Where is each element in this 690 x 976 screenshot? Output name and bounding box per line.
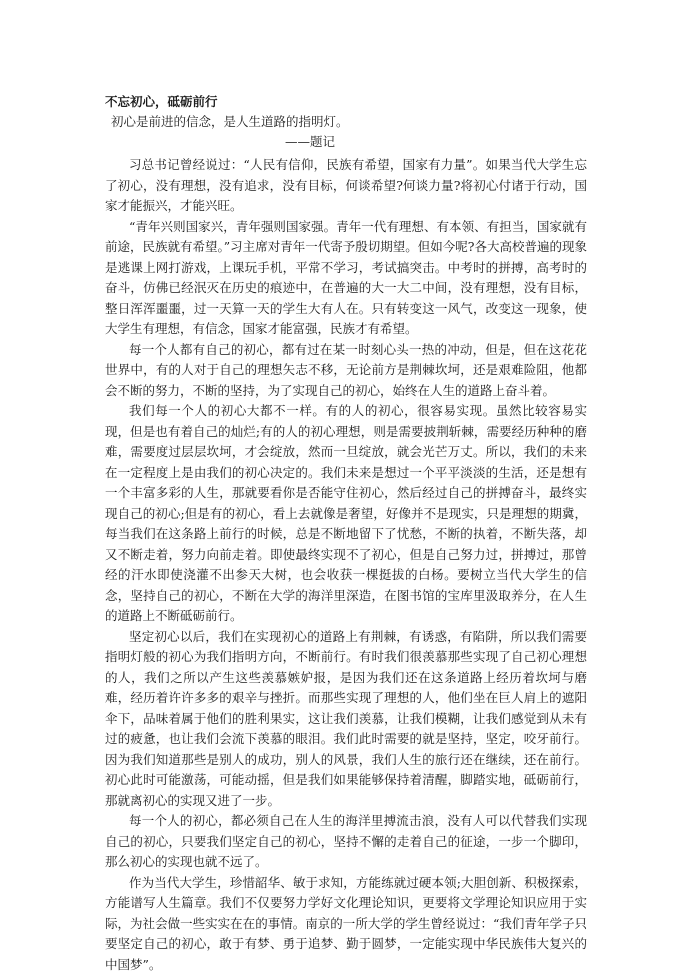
paragraph-7: 作为当代大学生，珍惜韶华、敏于求知，方能练就过硬本领;大胆创新、积极探索，方能谱写人生篇章。我们不仅要努力学好文化理论知识，更要将文学理论知识应用于实际，为社会做一些实实在在的事情。南京的一所大学的学生曾经说过：“我们青年学子只要坚定自己的初心，敢于有梦、勇于追梦、勤于圆梦，一定能实现中华民族伟大复兴的中国梦”。	[105, 874, 587, 972]
paragraph-1: 习总书记曾经说过：“人民有信仰，民族有希望，国家有力量”。如果当代大学生忘了初心，没有理想，没有追求，没有目标，何谈希望?何谈力量?将初心付诸于行动，国家才能振兴，才能兴旺。	[105, 157, 587, 213]
document-page	[105, 92, 587, 975]
epigraph-signature: ——题记	[285, 134, 336, 149]
paragraph-2: “青年兴则国家兴，青年强则国家强。青年一代有理想、有本领、有担当，国家就有前途，民族就有希望。”习主席对青年一代寄予殷切期望。但如今呢?各大高校普遍的现象是逃课上网打游戏，上课玩手机，平常不学习，考试搞突击。中考时的拼搏，高考时的奋斗，仿佛已经泯灭在历史的痕迹中，在普遍的大一大二中间，没有理想，没有目标，整日浑浑噩噩，过一天算一天的学生大有人在。只有转变这一风气，改变这一现象，使大学生有理想，有信念，国家才能富强，民族才有希望。	[105, 218, 587, 336]
article-title: 不忘初心，砥砺前行	[105, 94, 218, 109]
paragraph-5: 坚定初心以后，我们在实现初心的道路上有荆棘，有诱惑，有陷阱，所以我们需要指明灯般的初心为我们指明方向，不断前行。有时我们很羡慕那些实现了自己初心理想的人，我们之所以产生这些羡慕嫉妒报，是因为我们还在这条道路上经历着坎坷与磨难，经历着许许多多的艰辛与挫折。而那些实现了理想的人，他们坐在巨人肩上的遮阳伞下，品味着属于他们的胜利果实，这让我们羡慕，让我们模糊，让我们感觉到从未有过的疲惫，也让我们会流下羡慕的眼泪。我们此时需要的就是坚持，坚定，咬牙前行。因为我们知道那些是别人的成功，别人的风景，我们人生的旅行还在继续，还在前行。初心此时可能激荡，可能动摇，但是我们如果能够保持着清醒，脚踏实地，砥砺前行，那就离初心的实现又进了一步。	[105, 628, 587, 808]
epigraph: 初心是前进的信念，是人生道路的指明灯。	[111, 114, 349, 129]
paragraph-4: 我们每一个人的初心大都不一样。有的人的初心，很容易实现。虽然比较容易实现，但是也有着自己的灿烂;有的人的初心理想，则是需要披荆斩棘，需要经历种种的磨难，需要度过层层坎坷，才会绽放，然而一旦绽放，就会光芒万丈。所以，我们的未来在一定程度上是由我们的初心决定的。我们未来是想过一个平平淡淡的生活，还是想有一个丰富多彩的人生，那就要看你是否能守住初心，然后经过自己的拼搏奋斗，最终实现自己的初心;但是有的初心，看上去就像是奢望，好像并不是现实，只是理想的期冀，每当我们在这条路上前行的时候，总是不断地留下了忧愁，不断的执着，不断失落，却又不断走着，努力向前走着。即使最终实现不了初心，但是自己努力过，拼搏过，那曾经的汗水即使浇灌不出参天大树，也会收获一棵挺拔的白杨。要树立当代大学生的信念，坚持自己的初心，不断在大学的海洋里深造，在图书馆的宝库里汲取养分，在人生的道路上不断砥砺前行。	[105, 403, 587, 623]
paragraph-3: 每一个人都有自己的初心，都有过在某一时刻心头一热的冲动，但是，但在这花花世界中，有的人对于自己的理想矢志不移，无论前方是荆棘坎坷，还是艰难险阻，他都会不断的努力，不断的坚持，为了实现自己的初心，始终在人生的道路上奋斗着。	[105, 341, 587, 398]
paragraph-6: 每一个人的初心，都必须自己在人生的海洋里搏流击浪，没有人可以代替我们实现自己的初心，只要我们坚定自己的初心，坚持不懈的走着自己的征途，一步一个脚印，那么初心的实现也就不远了。	[105, 813, 587, 869]
